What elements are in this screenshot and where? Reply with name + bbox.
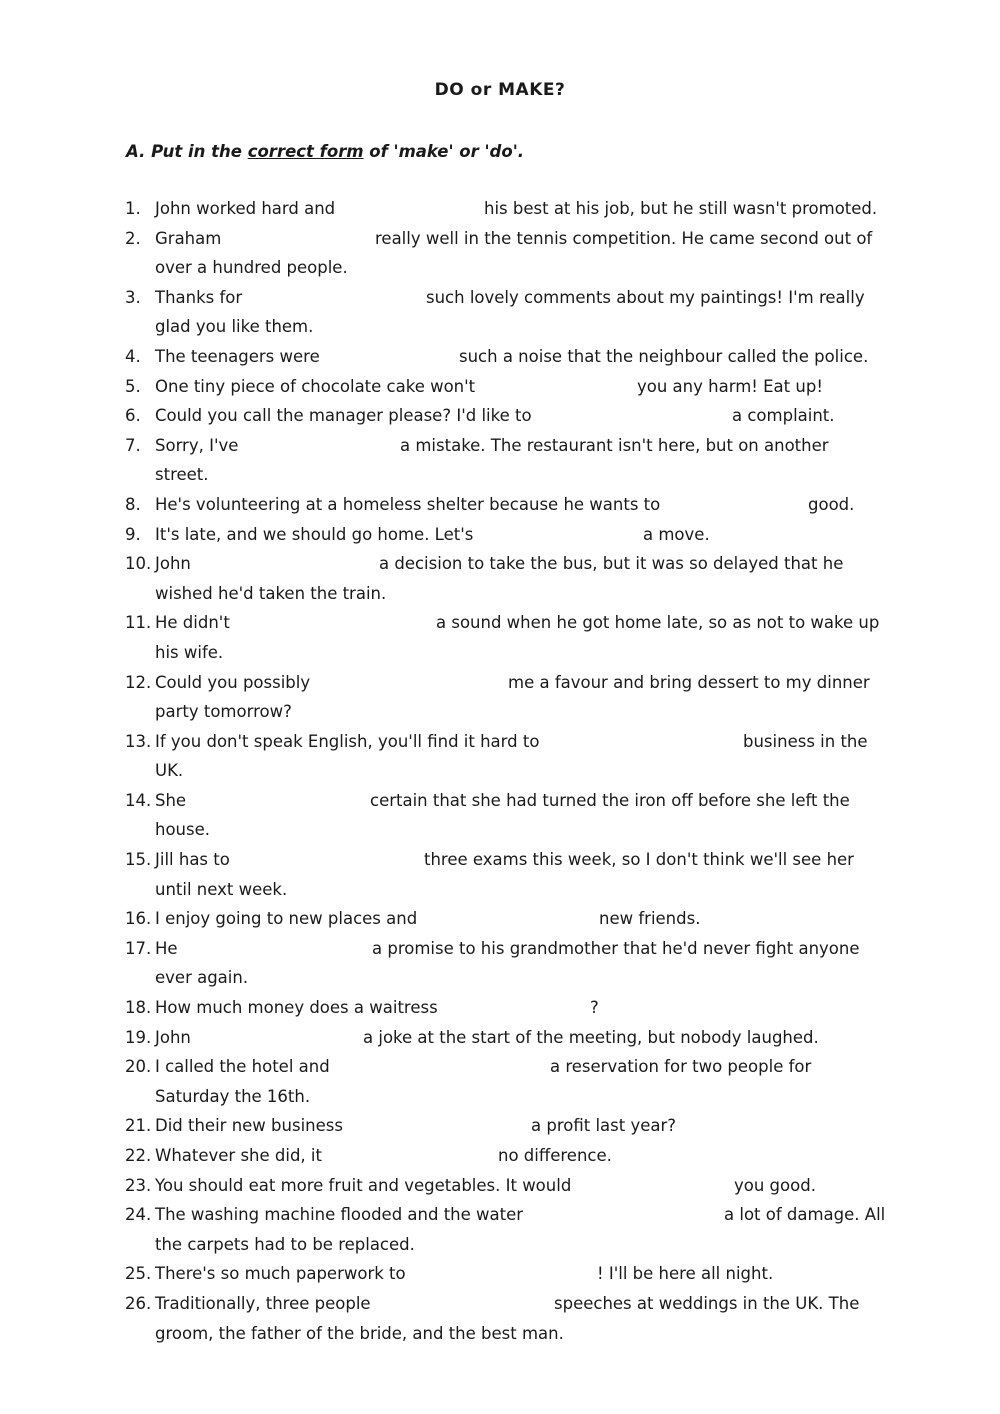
item-line (155, 1171, 910, 1201)
item-text-before-blank: John worked hard and (155, 199, 336, 218)
item-text-before-blank: house. (155, 820, 211, 840)
item-number: 14. (125, 790, 152, 810)
item-text-before-blank: Sorry, I've (155, 435, 239, 455)
item-text-after-blank: a promise to his grandmother that he'd never fight anyone (372, 938, 860, 958)
item-text-after-blank: a joke at the start of the meeting, but nobody laughed. (363, 1027, 819, 1047)
item-line (155, 1200, 910, 1230)
item-number: 16. (125, 909, 152, 929)
exercise-item (0, 727, 1000, 786)
item-text-before-blank: until next week. (155, 879, 288, 899)
exercise-item (0, 372, 1000, 402)
item-number: 23. (125, 1175, 152, 1195)
item-number: 1. (125, 199, 141, 218)
item-number: 18. (125, 998, 152, 1018)
item-text-before-blank: Could you call the manager please? I'd like to (155, 406, 532, 426)
item-text-after-blank: me a favour and bring dessert to my dinner (508, 672, 870, 692)
item-text-before-blank: wished he'd taken the train. (155, 583, 387, 603)
item-line (155, 401, 910, 431)
item-text-after-blank: a reservation for two people for (550, 1057, 812, 1077)
item-text-before-blank: his wife. (155, 642, 224, 662)
item-text-after-blank: a sound when he got home late, so as not to wake up (436, 613, 880, 633)
item-number: 24. (125, 1205, 152, 1225)
item-number: 8. (125, 494, 141, 514)
exercise-list (0, 194, 1000, 1348)
exercise-item (0, 549, 1000, 608)
item-text-before-blank: The washing machine flooded and the water (155, 1205, 524, 1225)
item-line (155, 460, 910, 490)
item-text-before-blank: I enjoy going to new places and (155, 909, 418, 929)
item-number: 17. (125, 938, 152, 958)
item-text-after-blank: certain that she had turned the iron off before she left the (370, 790, 850, 810)
item-number: 19. (125, 1027, 152, 1047)
item-line (155, 993, 910, 1023)
item-text-after-blank: ? (590, 998, 599, 1018)
item-number: 25. (125, 1264, 152, 1284)
item-text-before-blank: He didn't (155, 613, 230, 633)
item-line (155, 845, 910, 875)
exercise-item (0, 1023, 1000, 1053)
item-line (155, 312, 910, 342)
item-line (155, 786, 910, 816)
item-text-after-blank: such a noise that the neighbour called the police. (459, 346, 869, 366)
item-text-before-blank: street. (155, 465, 209, 485)
item-line (155, 224, 910, 254)
exercise-item (0, 668, 1000, 727)
item-number: 6. (125, 406, 141, 426)
item-text-after-blank: a profit last year? (531, 1116, 677, 1136)
item-text-after-blank: a complaint. (732, 406, 835, 426)
item-text-before-blank: Thanks for (155, 287, 243, 307)
item-text-before-blank: He (155, 938, 178, 958)
item-text-before-blank: Traditionally, three people (155, 1293, 371, 1313)
item-line (155, 963, 910, 993)
exercise-item (0, 1052, 1000, 1111)
exercise-item (0, 520, 1000, 550)
item-number: 26. (125, 1293, 152, 1313)
item-text-after-blank: a decision to take the bus, but it was so delayed that he (379, 554, 844, 574)
item-text-before-blank: UK. (155, 761, 184, 781)
item-line (155, 520, 910, 550)
item-line (155, 1082, 910, 1112)
item-text-before-blank: glad you like them. (155, 317, 314, 337)
item-line (155, 638, 910, 668)
item-number: 21. (125, 1116, 152, 1136)
item-line (155, 904, 910, 934)
item-line (155, 697, 910, 727)
item-text-before-blank: John (155, 1027, 191, 1047)
item-text-before-blank: Jill has to (155, 850, 230, 870)
item-text-before-blank: I called the hotel and (155, 1057, 330, 1077)
instruction-underlined: correct form (247, 142, 364, 161)
item-text-before-blank: groom, the father of the bride, and the best man. (155, 1323, 564, 1343)
item-text-before-blank: The teenagers were (155, 346, 320, 366)
exercise-item (0, 993, 1000, 1023)
item-line (155, 1289, 910, 1319)
instruction-prefix: A. Put in the (126, 142, 248, 161)
item-text-before-blank: One tiny piece of chocolate cake won't (155, 376, 476, 396)
exercise-item (0, 194, 1000, 224)
item-number: 2. (125, 228, 141, 248)
item-line (155, 579, 910, 609)
item-line (155, 668, 910, 698)
item-line (155, 1023, 910, 1053)
exercise-item (0, 1289, 1000, 1348)
item-text-after-blank: business in the (743, 731, 868, 751)
page-title: DO or MAKE? (434, 80, 566, 100)
exercise-item (0, 845, 1000, 904)
item-text-after-blank: a move. (643, 524, 710, 544)
item-text-before-blank: If you don't speak English, you'll find it hard to (155, 731, 540, 751)
item-text-before-blank: He's volunteering at a homeless shelter because he wants to (155, 494, 661, 514)
item-text-after-blank: speeches at weddings in the UK. The (554, 1293, 860, 1313)
item-number: 5. (125, 376, 141, 396)
item-line (155, 431, 910, 461)
item-line (155, 815, 910, 845)
item-text-before-blank: John (155, 554, 191, 574)
item-text-before-blank: Graham (155, 228, 222, 248)
item-text-after-blank: a lot of damage. All (724, 1205, 886, 1225)
item-line (155, 1141, 910, 1171)
item-number: 13. (125, 731, 152, 751)
item-text-after-blank: really well in the tennis competition. He came second out of (375, 228, 873, 248)
exercise-item (0, 1141, 1000, 1171)
item-text-before-blank: Did their new business (155, 1116, 343, 1136)
item-number: 15. (125, 850, 152, 870)
exercise-item (0, 1111, 1000, 1141)
item-line (155, 1111, 910, 1141)
item-text-before-blank: the carpets had to be replaced. (155, 1234, 415, 1254)
item-number: 12. (125, 672, 152, 692)
item-line (155, 1319, 910, 1349)
exercise-item (0, 1200, 1000, 1259)
item-line (155, 1259, 910, 1289)
exercise-item (0, 1171, 1000, 1201)
item-line (155, 608, 910, 638)
item-text-before-blank: over a hundred people. (155, 258, 348, 278)
item-number: 10. (125, 554, 152, 574)
exercise-item (0, 934, 1000, 993)
exercise-item (0, 283, 1000, 342)
item-text-before-blank: Whatever she did, it (155, 1146, 322, 1165)
exercise-item (0, 490, 1000, 520)
item-line (155, 194, 910, 224)
item-text-before-blank: There's so much paperwork to (155, 1264, 406, 1284)
item-number: 11. (125, 613, 152, 633)
item-line (155, 1052, 910, 1082)
item-number: 9. (125, 524, 141, 544)
item-text-before-blank: party tomorrow? (155, 702, 292, 722)
item-line (155, 342, 910, 372)
item-text-after-blank: good. (808, 494, 855, 514)
instruction (126, 142, 524, 161)
exercise-item (0, 1259, 1000, 1289)
item-line (155, 490, 910, 520)
item-number: 22. (125, 1146, 152, 1165)
item-line (155, 727, 910, 757)
item-text-after-blank: his best at his job, but he still wasn't promoted. (484, 199, 878, 218)
item-line (155, 253, 910, 283)
item-text-before-blank: ever again. (155, 968, 249, 988)
item-number: 20. (125, 1057, 152, 1077)
item-line (155, 875, 910, 905)
item-line (155, 549, 910, 579)
item-line (155, 756, 910, 786)
exercise-item (0, 904, 1000, 934)
exercise-item (0, 401, 1000, 431)
item-text-after-blank: no difference. (498, 1146, 612, 1165)
item-text-after-blank: you any harm! Eat up! (637, 376, 823, 396)
item-text-after-blank: ! I'll be here all night. (597, 1264, 774, 1284)
item-number: 3. (125, 287, 141, 307)
item-text-after-blank: new friends. (599, 909, 701, 929)
exercise-item (0, 224, 1000, 283)
item-text-before-blank: Could you possibly (155, 672, 311, 692)
item-text-before-blank: You should eat more fruit and vegetables. It would (155, 1175, 572, 1195)
item-text-before-blank: She (155, 790, 187, 810)
exercise-item (0, 431, 1000, 490)
exercise-item (0, 786, 1000, 845)
item-line (155, 934, 910, 964)
item-line (155, 1230, 910, 1260)
item-text-after-blank: such lovely comments about my paintings! I'm really (426, 287, 865, 307)
item-number: 4. (125, 346, 141, 366)
item-line (155, 283, 910, 313)
exercise-item (0, 608, 1000, 667)
exercise-item (0, 342, 1000, 372)
item-text-before-blank: How much money does a waitress (155, 998, 438, 1018)
item-text-after-blank: a mistake. The restaurant isn't here, but on another (400, 435, 829, 455)
item-text-after-blank: three exams this week, so I don't think we'll see her (424, 850, 854, 870)
item-text-before-blank: Saturday the 16th. (155, 1086, 311, 1106)
item-text-after-blank: you good. (734, 1175, 816, 1195)
instruction-suffix: of 'make' or 'do'. (363, 142, 525, 161)
item-number: 7. (125, 435, 141, 455)
item-text-before-blank: It's late, and we should go home. Let's (155, 524, 474, 544)
item-line (155, 372, 910, 402)
